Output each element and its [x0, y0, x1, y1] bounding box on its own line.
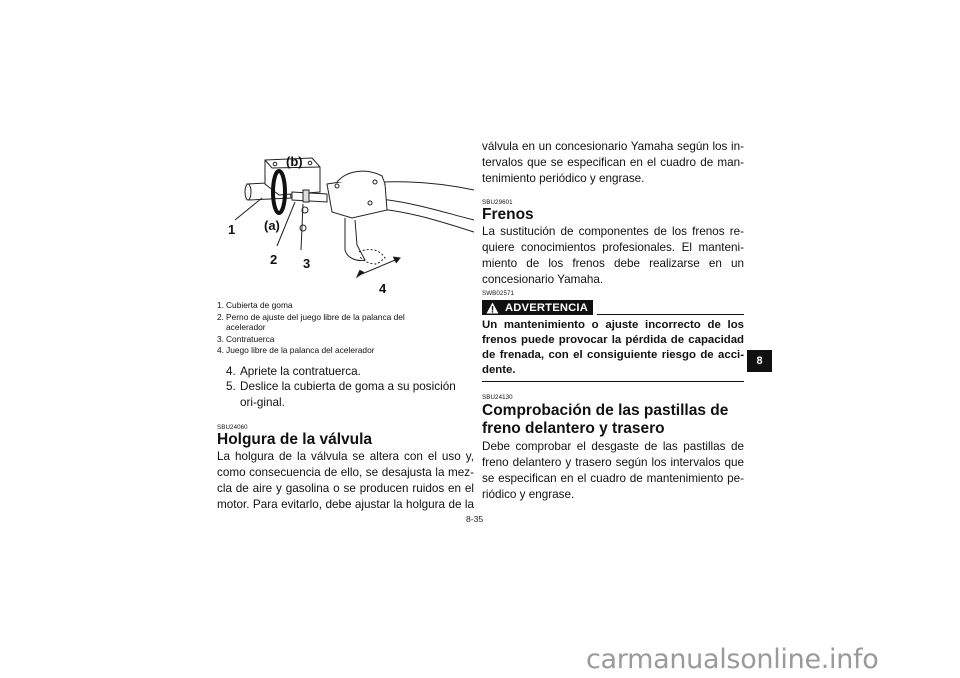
- step-item: [226, 379, 474, 410]
- legend-text: Perno de ajuste del juego libre de la palanca del acelerador: [226, 311, 405, 333]
- legend-number: 2.: [217, 311, 224, 322]
- left-column: [217, 140, 474, 513]
- procedure-steps: [217, 364, 474, 411]
- legend-number: 1.: [217, 300, 224, 310]
- figure-legend: [217, 300, 474, 356]
- step-text: Deslice la cubierta de goma a su posición ori-ginal.: [240, 380, 456, 409]
- legend-item: [217, 300, 474, 311]
- warning-label: ADVERTENCIA: [505, 301, 589, 314]
- callout-4: 4: [379, 281, 387, 296]
- legend-text: Cubierta de goma: [226, 300, 293, 310]
- callout-3: 3: [303, 256, 311, 271]
- callout-a: (a): [264, 218, 280, 233]
- section-body-brake-pads: Debe comprobar el desgaste de las pastillas de freno delantero y trasero según los intervalos que se especifican en el cuadro de mantenimiento pe-riódico y engrase.: [482, 440, 744, 501]
- section-title-brakes: Frenos: [482, 206, 534, 224]
- right-column: [482, 139, 744, 503]
- warning-code: SWB02571: [482, 289, 515, 297]
- legend-number: 4.: [217, 345, 224, 356]
- section-code: SBU24130: [482, 394, 513, 402]
- callout-2: 2: [270, 252, 278, 267]
- warning-triangle-icon: [486, 302, 499, 314]
- section-title-valve-clearance: Holgura de la válvula: [217, 431, 373, 449]
- handlebar-throttle-illustration: [217, 140, 474, 295]
- legend-item: [217, 334, 474, 345]
- legend-item: [217, 312, 474, 333]
- step-item: [226, 364, 474, 380]
- section-code: SBU24060: [217, 424, 248, 432]
- throttle-adjustment-figure: [217, 140, 474, 295]
- step-number: 5.: [226, 380, 236, 394]
- chapter-tab: 8: [747, 350, 772, 372]
- legend-number: 3.: [217, 333, 224, 344]
- section-body-brakes: La sustitución de componentes de los frenos re-quiere conocimientos profesionales. El manteni-miento de los frenos debe realizarse en un concesionario Yamaha.: [482, 225, 744, 286]
- warning-text: Un mantenimiento o ajuste incorrecto de los frenos puede provocar la pérdida de capacidad de frenada, con el consiguiente riesgo de acci-dente.: [482, 318, 744, 377]
- warning-rule: [597, 314, 744, 315]
- warning-badge: [482, 300, 593, 315]
- legend-item: [217, 345, 474, 356]
- section-code: SBU29601: [482, 199, 513, 207]
- legend-text: Contratuerca: [226, 333, 275, 344]
- callout-1: 1: [228, 222, 236, 237]
- section-body-valve-clearance: La holgura de la válvula se altera con el uso y, como consecuencia de ello, se desajusta la mez-cla de aire y gasolina o se producen ruidos en el motor. Para evitarlo, debe ajustar la holgura de la: [217, 450, 474, 511]
- section-body-valve-continued: válvula en un concesionario Yamaha según los in-tervalos que se especifican en el cuadro de man-tenimiento periódico y engrase.: [482, 140, 744, 185]
- callout-b: (b): [286, 154, 303, 169]
- page-number: 8-35: [466, 514, 484, 524]
- step-number: 4.: [226, 364, 236, 378]
- warning-header: [482, 300, 744, 315]
- step-text: Apriete la contratuerca.: [240, 364, 361, 378]
- warning-bottom-rule: [482, 381, 744, 382]
- watermark: carmanualsonline.info: [586, 644, 879, 675]
- legend-text: Juego libre de la palanca del acelerador: [226, 345, 375, 356]
- section-title-brake-pads: Comprobación de las pastillas de freno delantero y trasero: [482, 402, 729, 438]
